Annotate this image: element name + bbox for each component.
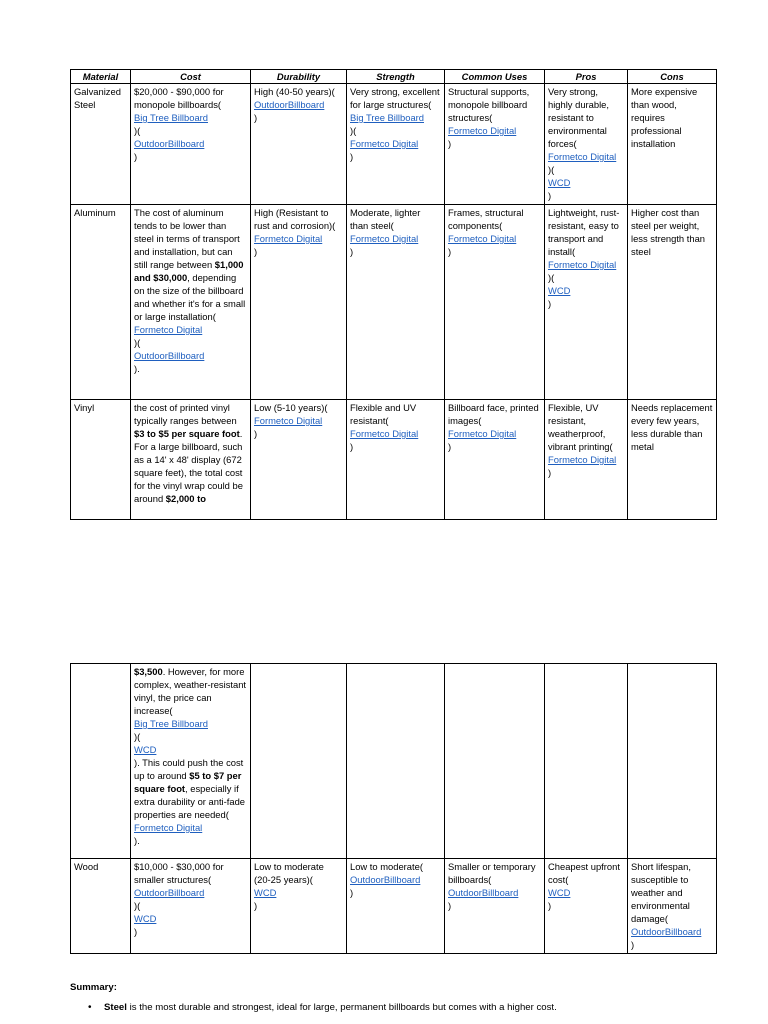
cell-text: ) — [631, 939, 635, 950]
source-link[interactable]: Formetco Digital — [448, 125, 517, 136]
cell-material: Aluminum — [71, 205, 131, 400]
cell-text: $10,000 - $30,000 for smaller structures( — [134, 861, 224, 885]
cell-text: ) — [448, 441, 452, 452]
cell-text: ) — [350, 887, 354, 898]
cell-text: ). This could push the cost up to around — [134, 757, 244, 781]
source-link[interactable]: OutdoorBillboard — [134, 350, 205, 361]
cell-text: )( — [134, 125, 141, 136]
cell-durability — [251, 84, 347, 205]
cell-cons — [628, 859, 717, 954]
cell-material — [71, 664, 131, 859]
cell-pros — [545, 664, 628, 859]
cell-cons: Needs replacement every few years, less durable than metal — [628, 400, 717, 520]
source-link[interactable]: WCD — [548, 285, 571, 296]
cell-text: Cheapest upfront cost( — [548, 861, 620, 885]
cell-text: )( — [548, 164, 555, 175]
cell-common-uses — [445, 664, 545, 859]
cell-text: ) — [448, 246, 452, 257]
materials-table-page-2 — [70, 663, 717, 954]
cell-text: ) — [548, 467, 552, 478]
table-row-wood — [71, 859, 717, 954]
cell-material: Galvanized Steel — [71, 84, 131, 205]
cell-text: Low (5-10 years)( — [254, 402, 328, 413]
source-link[interactable]: WCD — [134, 744, 157, 755]
cell-cost — [131, 400, 251, 520]
cell-text: . For a large billboard, such as a 14' x 48' display (672 square feet), the total cost for the vinyl wrap could be around — [134, 428, 243, 504]
cell-text: High (Resistant to rust and corrosion)( — [254, 207, 336, 231]
cell-cost — [131, 84, 251, 205]
source-link[interactable]: OutdoorBillboard — [134, 887, 205, 898]
cell-strength — [347, 84, 445, 205]
summary-list — [90, 1001, 730, 1014]
table-row-aluminum — [71, 205, 717, 400]
cell-text: Very strong, highly durable, resistant to environmental forces( — [548, 86, 609, 149]
cell-text: The cost of aluminum tends to be lower than steel in terms of transport and installation, but can still range between — [134, 207, 240, 270]
cell-strength — [347, 205, 445, 400]
table-row-vinyl-continued — [71, 664, 717, 859]
cell-text: Structural supports, monopole billboard structures( — [448, 86, 530, 123]
cell-pros — [545, 859, 628, 954]
cell-bold-text: $3,500 — [134, 666, 163, 677]
cell-text: Lightweight, rust-resistant, easy to transport and install( — [548, 207, 620, 257]
cell-text: )( — [350, 125, 357, 136]
header-pros: Pros — [545, 70, 628, 84]
source-link[interactable]: Formetco Digital — [350, 233, 419, 244]
source-link[interactable]: Formetco Digital — [254, 233, 323, 244]
cell-cons: More expensive than wood, requires professional installation — [628, 84, 717, 205]
cell-common-uses — [445, 205, 545, 400]
cell-text: ) — [134, 926, 138, 937]
cell-text: Flexible, UV resistant, weatherproof, vibrant printing( — [548, 402, 613, 452]
header-cost: Cost — [131, 70, 251, 84]
cell-text: Frames, structural components( — [448, 207, 524, 231]
cell-material: Wood — [71, 859, 131, 954]
cell-text: Flexible and UV resistant( — [350, 402, 417, 426]
cell-pros — [545, 205, 628, 400]
cell-durability — [251, 205, 347, 400]
cell-text: ) — [254, 246, 258, 257]
source-link[interactable]: Big Tree Billboard — [134, 112, 208, 123]
table-row-steel — [71, 84, 717, 205]
summary-item-text: is the most durable and strongest, ideal for large, permanent billboards but comes with a higher cost. — [126, 1002, 557, 1013]
source-link[interactable]: Formetco Digital — [350, 138, 419, 149]
source-link[interactable]: Formetco Digital — [448, 233, 517, 244]
cell-common-uses — [445, 400, 545, 520]
cell-text: ). — [134, 363, 140, 374]
cell-common-uses — [445, 84, 545, 205]
cell-text: )( — [134, 337, 141, 348]
cell-text: ) — [254, 112, 258, 123]
table-header-row — [71, 70, 717, 84]
cell-strength — [347, 664, 445, 859]
source-link[interactable]: WCD — [548, 887, 571, 898]
cell-text: ) — [254, 428, 258, 439]
source-link[interactable]: Formetco Digital — [548, 151, 617, 162]
cell-cost — [131, 859, 251, 954]
header-cons: Cons — [628, 70, 717, 84]
materials-table-page-1 — [70, 69, 717, 520]
cell-text: ) — [350, 246, 354, 257]
source-link[interactable]: Big Tree Billboard — [350, 112, 424, 123]
cell-text: Short lifespan, susceptible to weather and environmental damage( — [631, 861, 691, 924]
source-link[interactable]: OutdoorBillboard — [134, 138, 205, 149]
source-link[interactable]: Formetco Digital — [134, 822, 203, 833]
cell-cons: Higher cost than steel per weight, less strength than steel — [628, 205, 717, 400]
cell-text: Billboard face, printed images( — [448, 402, 539, 426]
source-link[interactable]: Big Tree Billboard — [134, 718, 208, 729]
cell-text: . However, for more complex, weather-resistant vinyl, the price can increase( — [134, 666, 247, 716]
cell-text: )( — [548, 272, 555, 283]
source-link[interactable]: Formetco Digital — [548, 454, 617, 465]
source-link[interactable]: OutdoorBillboard — [631, 926, 702, 937]
source-link[interactable]: Formetco Digital — [548, 259, 617, 270]
header-material: Material — [71, 70, 131, 84]
cell-text: ) — [254, 900, 258, 911]
cell-bold-text: $3 to $5 per square foot — [134, 428, 240, 439]
cell-strength — [347, 859, 445, 954]
cell-text: ) — [448, 138, 452, 149]
cell-durability — [251, 400, 347, 520]
cell-text: ) — [548, 900, 552, 911]
cell-cost — [131, 205, 251, 400]
header-strength: Strength — [347, 70, 445, 84]
cell-text: Low to moderate (20-25 years)( — [254, 861, 324, 885]
cell-bold-text: $2,000 to — [165, 493, 206, 504]
source-link[interactable]: Formetco Digital — [448, 428, 517, 439]
cell-text: Smaller or temporary billboards( — [448, 861, 536, 885]
summary-item — [90, 1001, 730, 1014]
cell-text: Moderate, lighter than steel( — [350, 207, 421, 231]
source-link[interactable]: WCD — [254, 887, 277, 898]
source-link[interactable]: Formetco Digital — [350, 428, 419, 439]
source-link[interactable]: Formetco Digital — [134, 324, 203, 335]
cell-text: ) — [350, 151, 354, 162]
cell-text: ). — [134, 835, 140, 846]
summary-item-bold: Steel — [104, 1002, 127, 1013]
source-link[interactable]: Formetco Digital — [254, 415, 323, 426]
cell-text: ) — [134, 151, 138, 162]
cell-text: ) — [548, 298, 552, 309]
cell-text: Low to moderate( — [350, 861, 423, 872]
cell-common-uses — [445, 859, 545, 954]
cell-text: , especially if extra durability or anti-fade properties are needed( — [134, 783, 245, 820]
cell-text: the cost of printed vinyl typically ranges between — [134, 402, 237, 426]
summary-heading: Summary: — [70, 982, 117, 993]
cell-strength — [347, 400, 445, 520]
source-link[interactable]: WCD — [548, 177, 571, 188]
cell-durability — [251, 859, 347, 954]
header-common-uses: Common Uses — [445, 70, 545, 84]
cell-text: ) — [548, 190, 552, 201]
cell-durability — [251, 664, 347, 859]
cell-text: )( — [134, 731, 141, 742]
cell-bold-text: $1,000 and $30,000 — [134, 259, 244, 283]
cell-text: )( — [134, 900, 141, 911]
cell-text: High (40-50 years)( — [254, 86, 335, 97]
cell-pros — [545, 400, 628, 520]
header-durability: Durability — [251, 70, 347, 84]
source-link[interactable]: OutdoorBillboard — [448, 887, 519, 898]
source-link[interactable]: OutdoorBillboard — [350, 874, 421, 885]
cell-material: Vinyl — [71, 400, 131, 520]
source-link[interactable]: OutdoorBillboard — [254, 99, 325, 110]
cell-text: ) — [350, 441, 354, 452]
cell-pros — [545, 84, 628, 205]
cell-bold-text: $5 to $7 per square foot — [134, 770, 242, 794]
source-link[interactable]: WCD — [134, 913, 157, 924]
cell-text: , depending on the size of the billboard and whether it's for a small or large installation( — [134, 272, 246, 322]
cell-text: ) — [448, 900, 452, 911]
table-row-vinyl — [71, 400, 717, 520]
cell-cons — [628, 664, 717, 859]
cell-text: $20,000 - $90,000 for monopole billboards( — [134, 86, 224, 110]
cell-cost — [131, 664, 251, 859]
cell-text: Very strong, excellent for large structures( — [350, 86, 440, 110]
